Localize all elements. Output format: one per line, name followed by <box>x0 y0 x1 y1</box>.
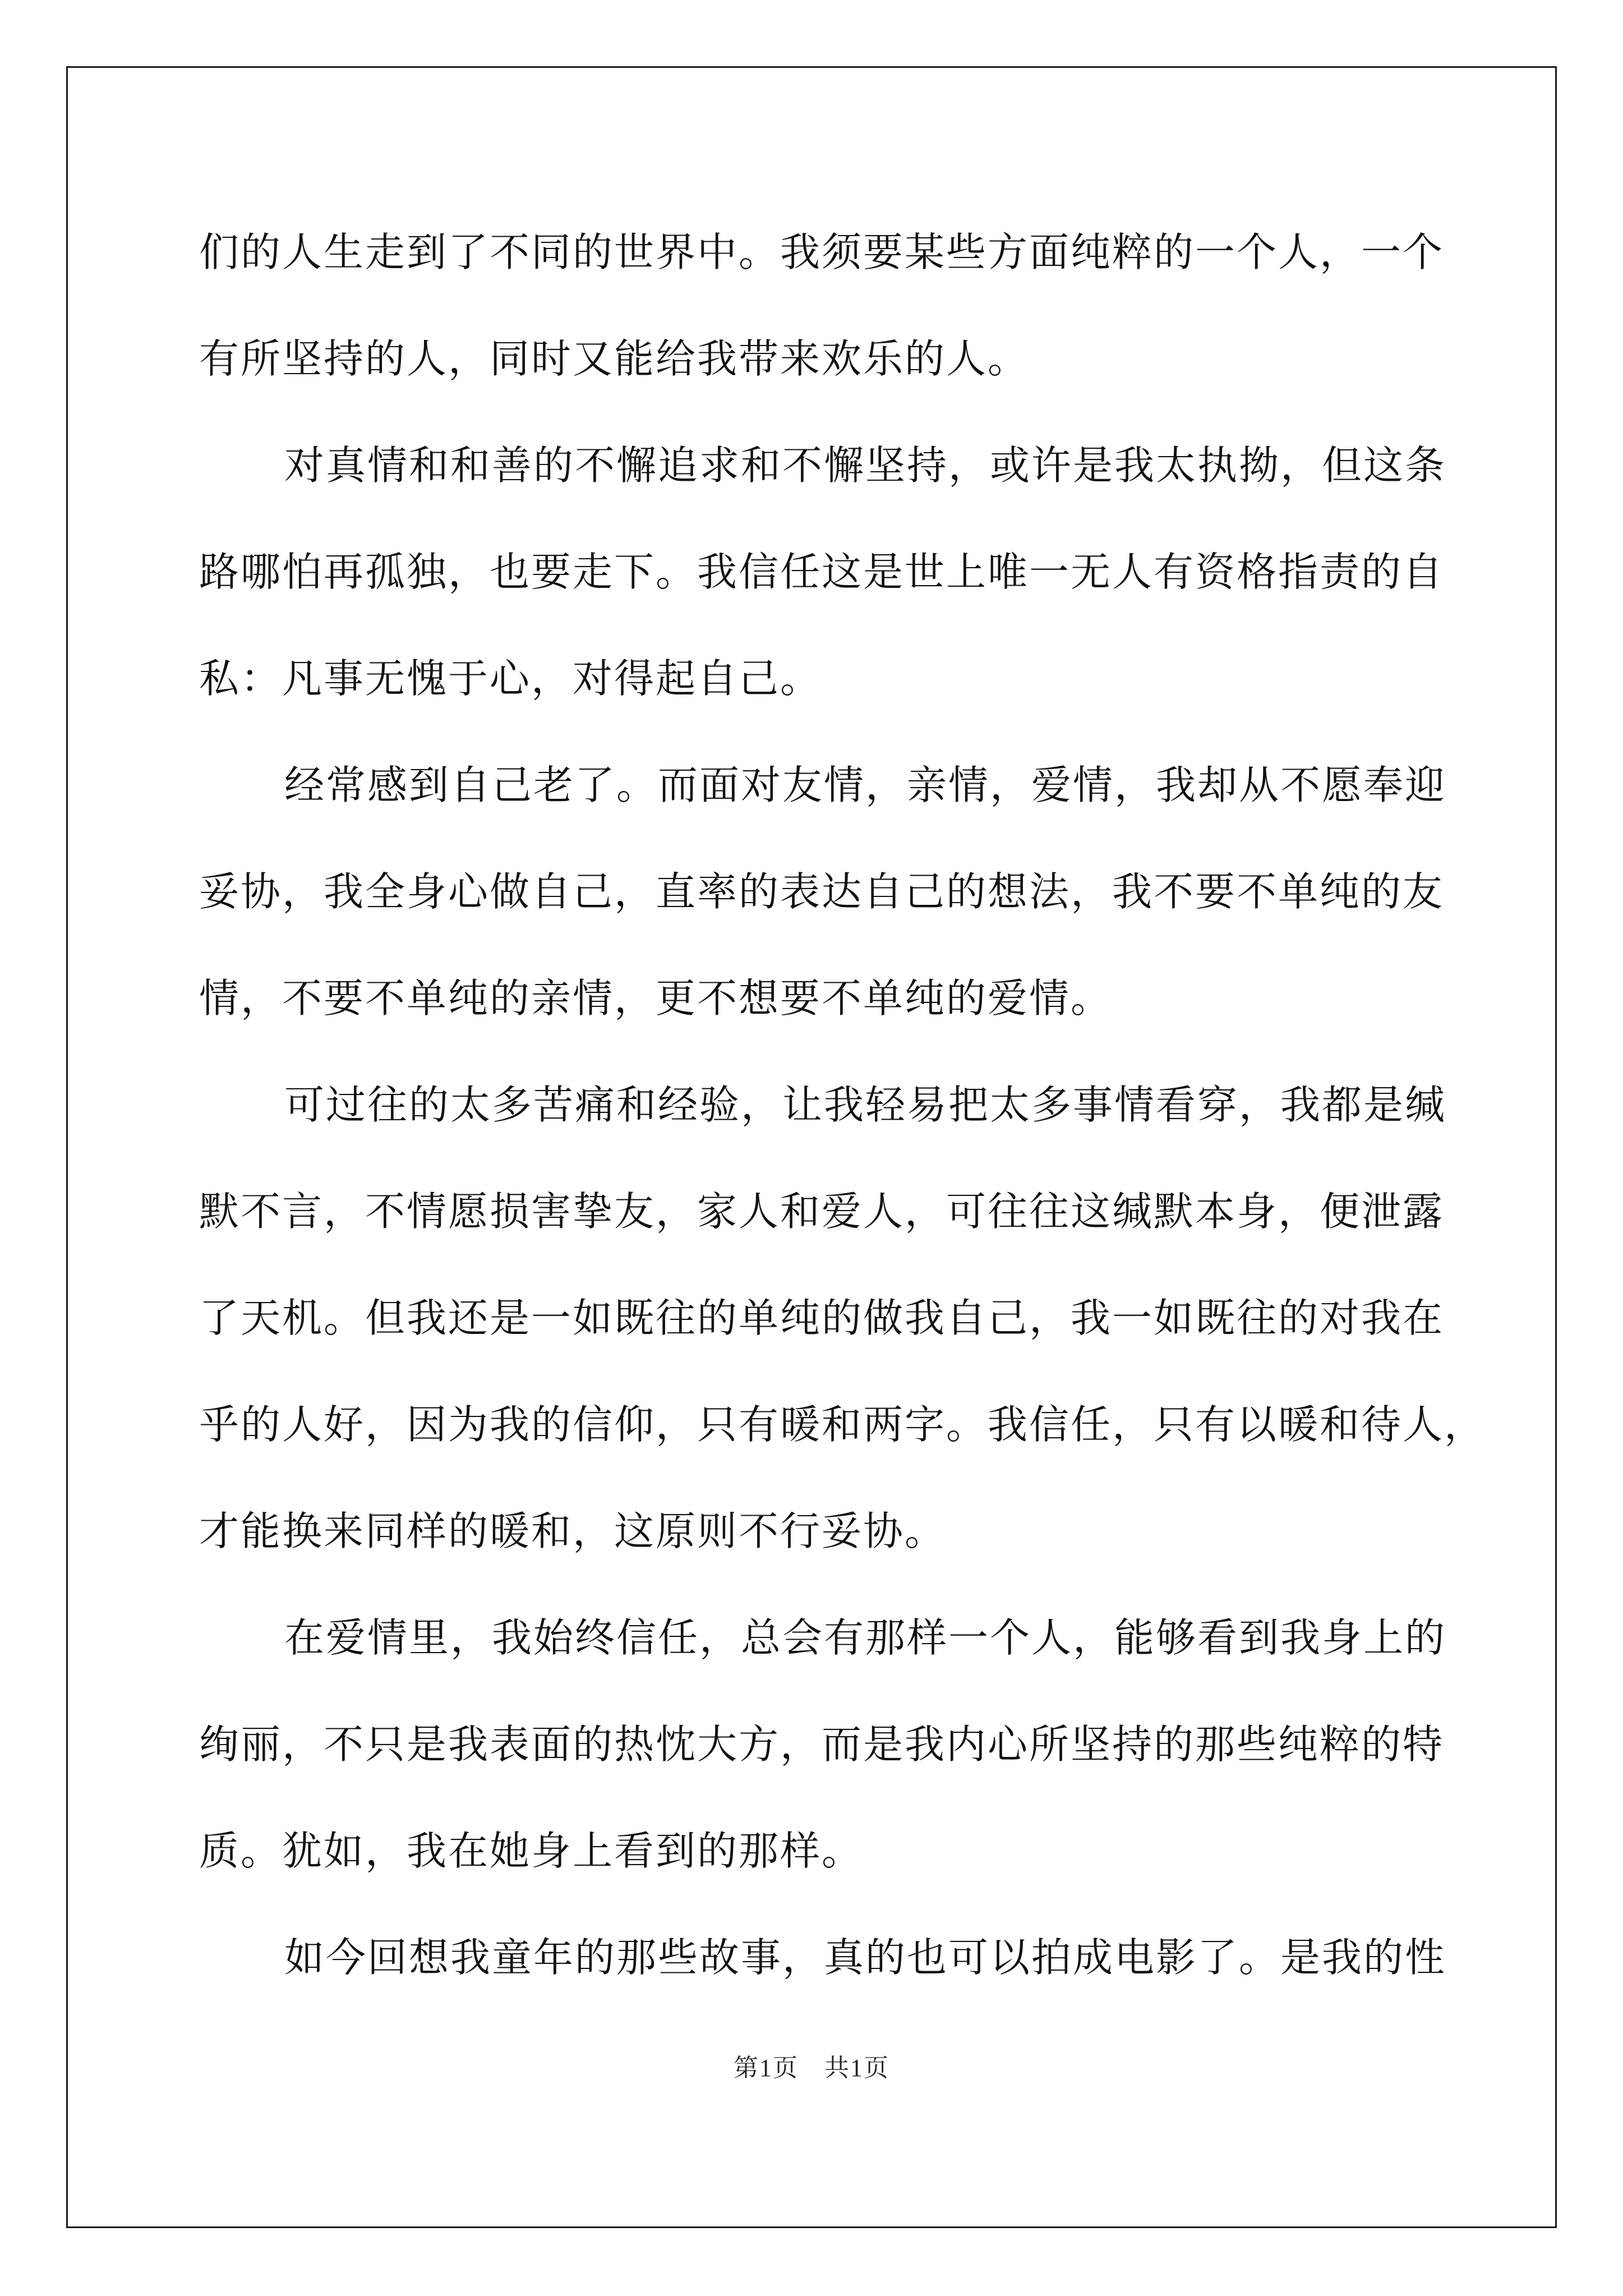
text-line: 有所坚持的人，同时又能给我带来欢乐的人。 <box>199 335 1030 382</box>
paragraph-start-line: 在爱情里，我始终信任，总会有那样一个人，能够看到我身上的 <box>284 1614 1447 1661</box>
text-line: 路哪怕再孤独，也要走下。我信任这是世上唯一无人有资格指责的自 <box>199 549 1445 595</box>
text-line: 乎的人好，因为我的信仰，只有暖和两字。我信任，只有以暖和待人， <box>199 1401 1486 1448</box>
text-line: 质。犹如，我在她身上看到的那样。 <box>199 1828 864 1874</box>
paragraph-start-line: 可过往的太多苦痛和经验，让我轻易把太多事情看穿，我都是缄 <box>284 1082 1447 1128</box>
paragraph-start-line: 经常感到自己老了。而面对友情，亲情，爱情，我却从不愿奉迎 <box>284 762 1447 808</box>
text-line: 才能换来同样的暖和，这原则不行妥协。 <box>199 1508 947 1554</box>
page-footer: 第1页 共1页 <box>734 2054 889 2082</box>
text-line: 绚丽，不只是我表面的热忱大方，而是我内心所坚持的那些纯粹的特 <box>199 1721 1445 1768</box>
text-line: 情，不要不单纯的亲情，更不想要不单纯的爱情。 <box>199 975 1113 1022</box>
paragraph-start-line: 对真情和和善的不懈追求和不懈坚持，或许是我太执拗，但这条 <box>284 442 1447 489</box>
text-line: 默不言，不情愿损害挚友，家人和爱人，可往往这缄默本身，便泄露 <box>199 1188 1445 1235</box>
text-line: 私：凡事无愧于心，对得起自己。 <box>199 655 822 702</box>
paragraph-start-line: 如今回想我童年的那些故事，真的也可以拍成电影了。是我的性 <box>284 1934 1447 1981</box>
document-body <box>199 199 1486 2011</box>
text-line: 妥协，我全身心做自己，直率的表达自己的想法，我不要不单纯的友 <box>199 868 1445 915</box>
text-line: 了天机。但我还是一如既往的单纯的做我自己，我一如既往的对我在 <box>199 1295 1445 1341</box>
text-line: 们的人生走到了不同的世界中。我须要某些方面纯粹的一个人，一个 <box>199 229 1445 275</box>
